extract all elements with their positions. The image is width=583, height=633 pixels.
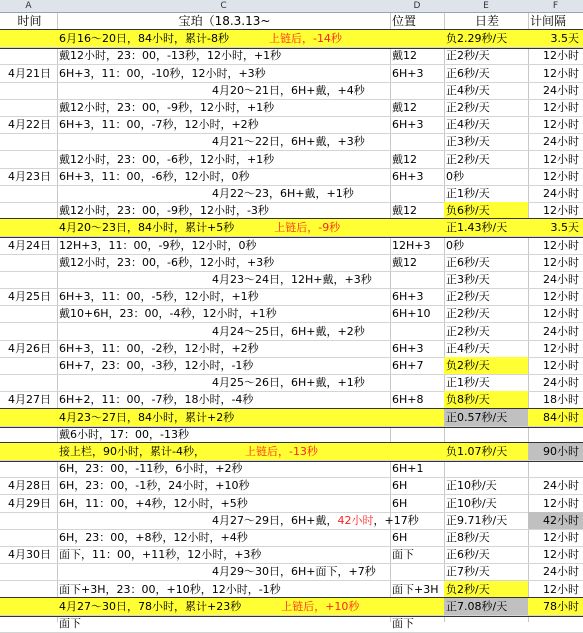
cell-interval[interactable]: 12小时 bbox=[543, 169, 579, 183]
cell-date[interactable] bbox=[0, 185, 57, 202]
cell-record[interactable]: 6H+3，11：00，-5秒，12小时，+1秒 bbox=[59, 290, 259, 304]
cell-record[interactable]: 戴12小时，23：00，-9秒，12小时，+1秒 bbox=[59, 101, 275, 114]
cell-daily-diff[interactable]: 正3秒/天 bbox=[446, 273, 490, 286]
table-row bbox=[0, 254, 583, 272]
cell-position[interactable]: 面下 bbox=[392, 617, 414, 630]
cell-record[interactable]: 戴12小时，23：00，-6秒，12小时，+1秒 bbox=[59, 152, 275, 166]
cell-daily-diff[interactable]: 正4秒/天 bbox=[446, 341, 490, 355]
cell-date[interactable] bbox=[0, 133, 57, 150]
col-header-c[interactable]: C bbox=[220, 1, 227, 11]
cell-date[interactable] bbox=[0, 271, 57, 288]
cell-position[interactable] bbox=[390, 563, 444, 580]
cell-record[interactable]: 6H+7，23：00，-3秒，12小时，-1秒 bbox=[59, 359, 254, 372]
cell-record[interactable]: 4月20～21日，6H+戴，+4秒 bbox=[212, 83, 365, 97]
cell-record[interactable]: 4月24～25日，6H+戴，+2秒 bbox=[212, 324, 365, 338]
cell-daily-diff[interactable]: 正1秒/天 bbox=[446, 187, 490, 200]
table-row bbox=[0, 305, 583, 323]
table-row bbox=[0, 546, 583, 564]
cell-position[interactable]: 6H+7 bbox=[392, 359, 424, 372]
cell-interval[interactable]: 84小时 bbox=[543, 410, 579, 424]
table-row bbox=[0, 65, 583, 83]
cell-interval[interactable]: 24小时 bbox=[543, 187, 579, 200]
cell-position[interactable]: 戴12 bbox=[392, 49, 417, 63]
cell-daily-diff[interactable]: 正3秒/天 bbox=[446, 135, 490, 149]
cell-date[interactable] bbox=[0, 82, 57, 99]
cell-date[interactable] bbox=[0, 581, 57, 598]
cell-record[interactable]: 戴12小时，23：00，-9秒，12小时，-3秒 bbox=[59, 204, 269, 218]
cell-record[interactable]: 面下 bbox=[59, 617, 81, 630]
table-row bbox=[0, 82, 583, 100]
cell-record[interactable]: 6H，23：00，+8秒，12小时，+4秒 bbox=[59, 531, 248, 544]
table-row bbox=[0, 409, 583, 427]
cell-record[interactable]: 4月21～22日，6H+戴，+3秒 bbox=[212, 135, 365, 149]
col-header-d[interactable]: D bbox=[413, 1, 421, 11]
cell-position[interactable] bbox=[390, 409, 444, 426]
cell-position[interactable]: 6H bbox=[392, 531, 408, 544]
after-winding-note: 上链后，-14秒 bbox=[268, 32, 342, 46]
header-time[interactable]: 时间 bbox=[17, 14, 42, 28]
cell-record[interactable]: 6H+2，11：00，-7秒，18小时，-4秒 bbox=[59, 393, 254, 407]
cell-daily-diff[interactable]: 0秒 bbox=[446, 169, 464, 183]
cell-date[interactable]: 4月27日 bbox=[8, 393, 51, 407]
cell-interval[interactable]: 3.5天 bbox=[550, 32, 579, 46]
cell-date[interactable] bbox=[0, 615, 57, 632]
cell-position[interactable]: 面下 bbox=[392, 548, 414, 562]
cell-daily-diff[interactable]: 负6秒/天 bbox=[444, 202, 528, 219]
cell-date[interactable] bbox=[0, 30, 57, 47]
cell-daily-diff[interactable]: 正10秒/天 bbox=[446, 479, 497, 493]
table-row bbox=[0, 271, 583, 289]
cell-daily-diff[interactable]: 正2秒/天 bbox=[446, 324, 490, 338]
cell-position[interactable]: 6H bbox=[392, 479, 408, 493]
cell-date[interactable] bbox=[0, 323, 57, 340]
cell-record[interactable]: 6H+3，11：00，-6秒，12小时，0秒 bbox=[59, 169, 250, 183]
cell-date[interactable]: 4月30日 bbox=[8, 548, 51, 562]
cell-daily-diff[interactable] bbox=[444, 460, 528, 477]
cell-date[interactable] bbox=[0, 219, 57, 236]
cell-date[interactable] bbox=[0, 151, 57, 168]
after-winding-note: 上链后，-9秒 bbox=[274, 221, 341, 235]
col-header-e[interactable]: E bbox=[483, 1, 489, 11]
cell-daily-diff[interactable]: 正2秒/天 bbox=[446, 152, 490, 166]
table-row bbox=[0, 598, 583, 616]
cell-position[interactable]: 戴12 bbox=[392, 204, 417, 218]
table-row bbox=[0, 477, 583, 495]
table-row bbox=[0, 443, 583, 461]
table-row bbox=[0, 529, 583, 547]
cell-date[interactable] bbox=[0, 202, 57, 219]
after-winding-note: 上链后，+10秒 bbox=[281, 599, 360, 613]
cell-daily-diff[interactable]: 正8秒/天 bbox=[446, 531, 490, 544]
cell-interval[interactable]: 12小时 bbox=[543, 152, 579, 166]
cell-record[interactable]: 6H+3，11：00，-10秒，12小时，+3秒 bbox=[59, 66, 266, 80]
cell-record[interactable]: 4月23～24日，12H+戴，+3秒 bbox=[212, 273, 372, 286]
cell-date[interactable] bbox=[0, 374, 57, 391]
cell-position[interactable] bbox=[390, 512, 444, 529]
cell-interval[interactable]: 12小时 bbox=[543, 238, 579, 252]
col-header-a[interactable]: A bbox=[25, 1, 32, 11]
cell-date[interactable] bbox=[0, 357, 57, 374]
spreadsheet-grid[interactable] bbox=[0, 13, 583, 630]
table-row bbox=[0, 563, 583, 581]
cell-record[interactable]: 面下+3H，23：00，+10秒，12小时，-1秒 bbox=[59, 582, 281, 596]
cell-daily-diff[interactable]: 负1.07秒/天 bbox=[446, 445, 508, 458]
cell-daily-diff[interactable]: 正9.71秒/天 bbox=[446, 513, 508, 527]
table-row bbox=[0, 615, 583, 633]
cell-record[interactable]: 4月22～23，6H+戴，+1秒 bbox=[212, 187, 354, 200]
cell-date[interactable] bbox=[0, 254, 57, 271]
cell-daily-diff[interactable]: 正4秒/天 bbox=[446, 118, 490, 132]
col-header-f[interactable]: F bbox=[552, 1, 559, 11]
table-row bbox=[0, 288, 583, 306]
hours-highlight: 42小时 bbox=[337, 513, 374, 527]
table-row bbox=[0, 151, 583, 169]
cell-daily-diff[interactable]: 负2秒/天 bbox=[444, 581, 528, 598]
cell-interval[interactable]: 18小时 bbox=[543, 393, 579, 407]
cell-position[interactable] bbox=[390, 82, 444, 99]
cell-date[interactable] bbox=[0, 47, 57, 64]
table-row bbox=[0, 219, 583, 237]
cell-position[interactable]: 12H+3 bbox=[392, 238, 431, 252]
table-row bbox=[0, 30, 583, 48]
cell-date[interactable] bbox=[0, 99, 57, 116]
cell-interval[interactable]: 42小时 bbox=[528, 512, 583, 529]
cell-interval[interactable]: 12小时 bbox=[543, 204, 579, 218]
cell-record[interactable]: 4月23～27日，84小时，累计+2秒 bbox=[59, 410, 235, 424]
cell-record[interactable]: 戴12小时，23：00，-6秒，12小时，+3秒 bbox=[59, 255, 275, 269]
cell-interval[interactable]: 12小时 bbox=[543, 290, 579, 304]
cell-daily-diff[interactable]: 正10秒/天 bbox=[446, 496, 497, 510]
cell-interval[interactable]: 12小时 bbox=[543, 307, 579, 321]
cell-interval[interactable]: 12小时 bbox=[543, 118, 579, 132]
column-header-bar bbox=[0, 0, 583, 13]
table-row bbox=[0, 374, 583, 392]
cell-daily-diff[interactable] bbox=[444, 615, 528, 632]
cell-daily-diff[interactable]: 正2秒/天 bbox=[446, 290, 490, 304]
header-interval[interactable]: 计间隔 bbox=[530, 14, 567, 28]
cell-daily-diff[interactable]: 0秒 bbox=[446, 238, 464, 252]
cell-interval[interactable]: 12小时 bbox=[543, 548, 579, 562]
cell-interval[interactable]: 24小时 bbox=[543, 479, 579, 493]
cell-position[interactable]: 戴12 bbox=[392, 255, 417, 269]
cell-date[interactable] bbox=[0, 426, 57, 443]
cell-daily-diff[interactable]: 正6秒/天 bbox=[446, 255, 490, 269]
cell-daily-diff[interactable]: 正2秒/天 bbox=[446, 307, 490, 321]
cell-interval[interactable]: 24小时 bbox=[543, 135, 579, 149]
table-header-row bbox=[0, 13, 583, 30]
cell-position[interactable]: 6H+1 bbox=[392, 462, 424, 476]
cell-date[interactable] bbox=[0, 305, 57, 322]
cell-interval[interactable]: 12小时 bbox=[543, 66, 579, 80]
cell-date[interactable] bbox=[0, 563, 57, 580]
table-row bbox=[0, 340, 583, 358]
cell-interval[interactable]: 12小时 bbox=[543, 341, 579, 355]
cell-date[interactable]: 4月25日 bbox=[8, 290, 51, 304]
cell-record[interactable]: 4月27～30日，78小时，累计+23秒 上链后，+10秒 bbox=[59, 599, 360, 613]
table-row bbox=[0, 237, 583, 255]
table-row bbox=[0, 185, 583, 203]
cell-position[interactable]: 6H+3 bbox=[392, 341, 424, 355]
cell-daily-diff[interactable]: 负2.29秒/天 bbox=[446, 32, 508, 46]
cell-record[interactable]: 戴12小时，23：00，-13秒，12小时，+1秒 bbox=[59, 49, 282, 63]
cell-interval[interactable] bbox=[528, 426, 583, 443]
cell-position[interactable]: 6H+3 bbox=[392, 118, 424, 132]
cell-position[interactable]: 戴12 bbox=[392, 152, 417, 166]
cell-interval[interactable]: 90小时 bbox=[528, 443, 583, 460]
cell-record[interactable]: 12H+3，11：00，-9秒，12小时，0秒 bbox=[59, 238, 257, 252]
cell-record[interactable]: 6H+3，11：00，-2秒，12小时，+2秒 bbox=[59, 341, 259, 355]
cell-interval[interactable]: 12小时 bbox=[543, 255, 579, 269]
cell-record[interactable]: 6H，23：00，-1秒，24小时，+10秒 bbox=[59, 479, 250, 493]
cell-date[interactable]: 4月26日 bbox=[8, 341, 51, 355]
cell-position[interactable] bbox=[390, 271, 444, 288]
table-row bbox=[0, 426, 583, 444]
table-row bbox=[0, 357, 583, 375]
cell-record[interactable]: 面下，11：00，+11秒，12小时，+3秒 bbox=[59, 548, 262, 562]
cell-date[interactable] bbox=[0, 409, 57, 426]
cell-position[interactable] bbox=[390, 185, 444, 202]
header-position[interactable]: 位置 bbox=[392, 14, 417, 28]
cell-position[interactable]: 6H+3 bbox=[392, 66, 424, 80]
cell-record[interactable]: 4月27～29日，6H+戴，42小时，+17秒 bbox=[212, 513, 419, 527]
cell-date[interactable] bbox=[0, 443, 57, 460]
cell-interval[interactable] bbox=[528, 615, 583, 632]
table-row bbox=[0, 116, 583, 134]
table-row bbox=[0, 581, 583, 599]
cell-interval[interactable]: 24小时 bbox=[543, 273, 579, 286]
cell-daily-diff[interactable]: 正1秒/天 bbox=[446, 376, 490, 390]
table-row bbox=[0, 495, 583, 513]
cell-position[interactable] bbox=[390, 323, 444, 340]
table-row bbox=[0, 391, 583, 409]
cell-date[interactable]: 4月24日 bbox=[8, 238, 51, 252]
cell-date[interactable]: 4月21日 bbox=[8, 66, 51, 80]
table-row bbox=[0, 460, 583, 478]
cell-interval[interactable]: 12小时 bbox=[543, 49, 579, 63]
cell-daily-diff[interactable]: 正1.43秒/天 bbox=[446, 221, 508, 235]
cell-interval[interactable]: 24小时 bbox=[543, 83, 579, 97]
cell-position[interactable]: 面下+3H bbox=[392, 582, 439, 596]
cell-position[interactable] bbox=[390, 133, 444, 150]
header-main[interactable]: 宝珀（18.3.13~ bbox=[178, 14, 271, 28]
cell-interval[interactable]: 12小时 bbox=[543, 101, 579, 114]
cell-daily-diff[interactable]: 正7秒/天 bbox=[446, 565, 490, 579]
cell-interval[interactable]: 78小时 bbox=[543, 599, 579, 613]
cell-position[interactable]: 6H+3 bbox=[392, 290, 424, 304]
cell-record[interactable]: 6H+3，11：00，-7秒，12小时，+2秒 bbox=[59, 118, 259, 132]
cell-position[interactable] bbox=[390, 426, 444, 443]
cell-record[interactable]: 接上栏，90小时，累计-4秒， 上链后，-13秒 bbox=[59, 445, 318, 458]
cell-interval[interactable]: 12小时 bbox=[543, 582, 579, 596]
table-row bbox=[0, 133, 583, 151]
cell-daily-diff[interactable]: 正0.57秒/天 bbox=[444, 409, 528, 426]
cell-record[interactable]: 4月25～26日，6H+戴，+1秒 bbox=[212, 376, 365, 390]
cell-record[interactable]: 6H，23：00，-11秒，6小时，+2秒 bbox=[59, 462, 243, 476]
cell-daily-diff[interactable]: 正2秒/天 bbox=[446, 101, 490, 114]
cell-interval[interactable]: 12小时 bbox=[543, 359, 579, 372]
cell-daily-diff[interactable]: 正2秒/天 bbox=[446, 49, 490, 63]
table-row bbox=[0, 202, 583, 220]
table-row bbox=[0, 512, 583, 530]
cell-date[interactable] bbox=[0, 460, 57, 477]
cell-interval[interactable]: 24小时 bbox=[543, 376, 579, 390]
cell-daily-diff[interactable]: 负8秒/天 bbox=[444, 391, 528, 408]
cell-daily-diff[interactable]: 正6秒/天 bbox=[446, 548, 490, 562]
cell-interval[interactable] bbox=[528, 460, 583, 477]
cell-daily-diff[interactable]: 正4秒/天 bbox=[446, 83, 490, 97]
cell-position[interactable] bbox=[390, 598, 444, 615]
cell-record[interactable]: 4月20～23日，84小时，累计+5秒 上链后，-9秒 bbox=[59, 221, 341, 235]
cell-position[interactable]: 6H+3 bbox=[392, 169, 424, 183]
cell-daily-diff[interactable] bbox=[444, 426, 528, 443]
cell-daily-diff[interactable]: 正7.08秒/天 bbox=[444, 598, 528, 615]
cell-record[interactable]: 戴6小时，17：00，-13秒 bbox=[59, 427, 189, 441]
table-row bbox=[0, 168, 583, 186]
cell-position[interactable] bbox=[390, 219, 444, 236]
cell-record[interactable]: 戴10+6H，23：00，-4秒，12小时，+1秒 bbox=[59, 307, 277, 321]
cell-record[interactable]: 6月16～20日，84小时，累计-8秒 上链后，-14秒 bbox=[59, 32, 342, 46]
table-row bbox=[0, 47, 583, 65]
cell-interval[interactable]: 24小时 bbox=[543, 565, 579, 579]
cell-date[interactable] bbox=[0, 529, 57, 546]
cell-record[interactable]: 6H，11：00，+4秒，12小时，+5秒 bbox=[59, 496, 248, 510]
cell-date[interactable]: 4月29日 bbox=[8, 496, 51, 510]
cell-date[interactable]: 4月28日 bbox=[8, 479, 51, 493]
cell-daily-diff[interactable]: 正6秒/天 bbox=[446, 66, 490, 80]
cell-position[interactable]: 6H+8 bbox=[392, 393, 424, 407]
cell-interval[interactable]: 12小时 bbox=[543, 496, 579, 510]
cell-interval[interactable]: 24小时 bbox=[543, 324, 579, 338]
cell-position[interactable] bbox=[390, 443, 444, 460]
cell-position[interactable] bbox=[390, 30, 444, 47]
cell-interval[interactable]: 3.5天 bbox=[550, 221, 579, 235]
after-winding-note: 上链后，-13秒 bbox=[244, 445, 318, 458]
header-diff[interactable]: 日差 bbox=[474, 14, 499, 28]
cell-record[interactable]: 4月29～30日，6H+面下，+7秒 bbox=[212, 565, 376, 579]
cell-date[interactable] bbox=[0, 512, 57, 529]
table-row bbox=[0, 99, 583, 117]
cell-date[interactable] bbox=[0, 598, 57, 615]
cell-position[interactable]: 6H bbox=[392, 496, 408, 510]
cell-date[interactable]: 4月22日 bbox=[8, 118, 51, 132]
cell-interval[interactable]: 12小时 bbox=[543, 531, 579, 544]
record-tail: ，+17秒 bbox=[373, 513, 419, 527]
table-row bbox=[0, 323, 583, 341]
cell-position[interactable] bbox=[390, 374, 444, 391]
cell-date[interactable]: 4月23日 bbox=[8, 169, 51, 183]
cell-daily-diff[interactable]: 负2秒/天 bbox=[444, 357, 528, 374]
cell-position[interactable]: 戴12 bbox=[392, 101, 417, 114]
cell-position[interactable]: 6H+10 bbox=[392, 307, 431, 321]
